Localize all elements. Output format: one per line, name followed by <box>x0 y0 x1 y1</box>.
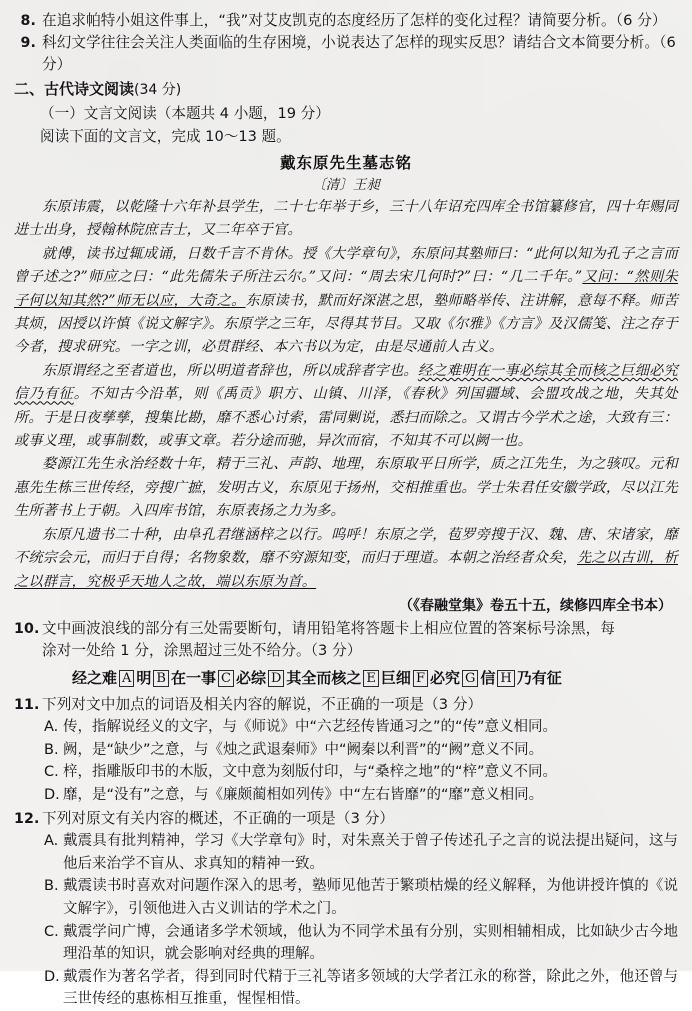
boxed-letter-a[interactable]: A <box>119 670 134 687</box>
boxed-segment-text: 其全而核之 <box>286 668 362 687</box>
run-plain: 。不知古今沿革，则《禹贡》职方、山镇、川泽，《春秋》列国疆域、会盟攻战之地，失其处所。于是日夜孳孳，搜集比勘，靡不悉心讨索，雷同剿说，悉扫而除之。又谓古今学术之途，大致有三：或事义理，或事制数，或事文章。若分途而驰，异次而宿，不知其不可以阙一也。 <box>14 386 678 450</box>
question-11-number: 11. <box>14 696 40 713</box>
option-text: 传，指解说经义的文字，与《师说》中“六艺经传皆通习之”的“传”意义相同。 <box>63 718 558 735</box>
boxed-letter-h[interactable]: H <box>497 670 514 687</box>
question-9-text: 科幻文学往往会关注人类面临的生存困境，小说表达了怎样的现实反思？请结合文本简要分析。（6 分） <box>42 34 676 73</box>
question-11 <box>14 694 678 716</box>
question-9 <box>14 32 678 76</box>
option-item[interactable] <box>14 716 678 739</box>
run-plain: 东原谓经之至者道也，所以明道者辞也，所以成辞者字也。 <box>42 362 418 379</box>
boxed-segment-tail: 乃有征 <box>516 668 562 687</box>
question-10-stem <box>42 618 678 662</box>
boxed-letter-c[interactable]: C <box>218 670 234 687</box>
boxed-letter-d[interactable]: D <box>268 670 284 687</box>
question-12 <box>14 808 678 830</box>
boxed-segment-text: 巨细 <box>380 668 411 687</box>
article-paragraph <box>14 524 678 594</box>
article-source: （《春融堂集》卷五十五，续修四库全书本） <box>399 597 672 614</box>
option-text: 戴震学问广博，会通诸多学术领域，他认为不同学术虽有分别，实则相辅相成，比如缺少古今地理沿革的知识，就会影响对经典的理解。 <box>63 923 678 963</box>
question-11-stem: 下列对文中加点的词语及相关内容的解说，不正确的一项是（3 分） <box>42 695 483 713</box>
article-paragraph <box>14 243 678 360</box>
section-heading-points: (34 分) <box>134 82 182 98</box>
option-text: 戴震作为著名学者，得到同时代精于三礼等诸多领域的大学者江永的称誉，除此之外，他还曾与三世传经的惠栋相互推重，惺惺相惜。 <box>63 968 678 1008</box>
question-9-number: 9. <box>20 35 36 51</box>
option-key: B. <box>44 878 59 895</box>
run-plain: 东原凡遗书二十种，由阜孔君继涵梓之以行。呜呼！东原之学，苞罗旁搜于汉、魏、唐、宋诸家，靡不统宗会元，而归于自得；名物象数，靡不穷源知变，而归于理道。本朝之治经者众矣， <box>14 526 678 567</box>
option-item[interactable] <box>14 921 678 966</box>
run-plain: 东原讳震，以乾隆十六年补县学生，二十七年举于乡，三十八年诏充四库全书馆纂修官，四十年赐同进士出身，授翰林院庶吉士，又二年卒于官。 <box>14 199 678 239</box>
article-paragraph <box>14 360 678 454</box>
question-12-number: 12. <box>14 811 40 828</box>
boxed-letter-g[interactable]: G <box>462 670 478 687</box>
run-underlined: 又问：“然则朱子何以知其然?”师无以应，大奇之。 <box>14 269 678 309</box>
run-plain: 婺源江先生永治经数十年，精于三礼、声韵、地理，东原取平日所学，质之江先生，为之骇叹。元和惠先生栋三世传经，旁搜广摭，发明古义，东原见于扬州，交相推重也。学士朱君任安徽学政，尽以江先生所著书上于朝。入四库书馆，东原表扬之力为多。 <box>14 456 678 520</box>
run-plain: 就傅，读书过辄成诵，日数千言不肯休。授《大学章句》，东原问其塾师曰：“此何以知为孔子之言而曾子述之?”师应之曰：“此先儒朱子所注云尔。”又问：“周去宋几何时?”曰：“几二千年。” <box>14 245 678 286</box>
option-item[interactable] <box>14 966 678 1011</box>
question-10-boxed-line <box>14 665 678 691</box>
option-text: 戴震读书时喜欢对问题作深入的思考，塾师见他苦于繁琐枯燥的经义解释，为他讲授许慎的《说文解字》，引领他进入古义训诂的学术之门。 <box>63 878 678 918</box>
boxed-segment-text: 在一事 <box>170 668 216 687</box>
run-underlined: 先之以古训，析之以群言，究极乎天地人之故，端以东原为首。 <box>14 550 678 590</box>
boxed-letter-f[interactable]: F <box>413 670 428 687</box>
option-text: 梓，指雕版印书的木版，文中意为刻版付印，与“桑梓之地”的“梓”意义不同。 <box>63 764 558 781</box>
boxed-segment-text: 经之难 <box>72 668 118 687</box>
option-item[interactable] <box>14 830 678 875</box>
boxed-letter-b[interactable]: B <box>153 670 169 687</box>
boxed-segment-text: 信 <box>480 668 496 687</box>
question-8-text: 在追求帕特小姐这件事上，“我”对艾皮凯克的态度经历了怎样的变化过程？请简要分析。（6 分） <box>42 12 667 29</box>
option-item[interactable] <box>14 784 678 807</box>
article-title: 戴东原先生墓志铭 <box>279 154 412 172</box>
option-key: C. <box>44 923 59 940</box>
option-key: B. <box>44 741 59 758</box>
reading-instruction: 阅读下面的文言文，完成 10～13 题。 <box>40 128 291 145</box>
option-text: 戴震具有批判精神，学习《大学章句》时，对朱熹关于曾子传述孔子之言的说法提出疑问，这与他后来治学不盲从、求真知的精神一致。 <box>63 833 678 872</box>
question-8 <box>14 10 678 32</box>
run-plain: 东原读书，默而好深湛之思，塾师略举传、注讲解，意每不释。师苦其烦，因授以许慎《说文解字》。东原学之三年，尽得其节目。又取《尔雅》《方言》及汉儒笺、注之存于今者，搜求研究。一字之训，必贯群经、本六书以为定，由是尽通前人古义。 <box>14 292 678 356</box>
article-paragraph <box>14 196 678 243</box>
section-heading-label: 二、古代诗文阅读 <box>14 80 135 98</box>
option-key: C. <box>44 764 59 781</box>
question-10 <box>14 618 678 662</box>
article-paragraph <box>14 453 678 523</box>
article-author: 〔清〕王昶 <box>312 177 380 193</box>
question-10-stem-line1: 文中画波浪线的部分有三处需要断句，请用铅笔将答题卡上相应位置的答案标号涂黑，每 <box>42 619 616 637</box>
boxed-segment-text: 必综 <box>235 668 266 687</box>
question-10-stem-line2: 涂对一处给 1 分，涂黑超过三处不给分。（3 分） <box>42 641 362 659</box>
run-wavy-underlined: 经之难明在一事必综其全而核之巨细必究信乃有征 <box>14 362 678 403</box>
question-12-stem: 下列对原文有关内容的概述，不正确的一项是（3 分） <box>42 810 395 828</box>
option-text: 靡，是“没有”之意，与《廉颇蔺相如列传》中“左右皆靡”的“靡”意义相同。 <box>63 786 544 803</box>
boxed-segment-text: 必究 <box>429 668 460 687</box>
option-key: A. <box>44 833 59 850</box>
boxed-letter-e[interactable]: E <box>363 670 379 687</box>
question-10-number: 10. <box>14 620 40 637</box>
option-item[interactable] <box>14 761 678 784</box>
subsection-heading: （一）文言文阅读（本题共 4 小题，19 分） <box>40 105 330 122</box>
option-item[interactable] <box>14 739 678 762</box>
boxed-segment-text: 明 <box>136 668 152 687</box>
option-key: D. <box>44 786 60 803</box>
option-item[interactable] <box>14 875 678 920</box>
section-heading <box>14 77 678 102</box>
option-key: A. <box>44 718 59 735</box>
option-text: 阙，是“缺少”之意，与《烛之武退秦师》中“阙秦以利晋”的“阙”意义不同。 <box>63 741 544 758</box>
question-8-number: 8. <box>20 13 36 29</box>
option-key: D. <box>44 968 60 985</box>
